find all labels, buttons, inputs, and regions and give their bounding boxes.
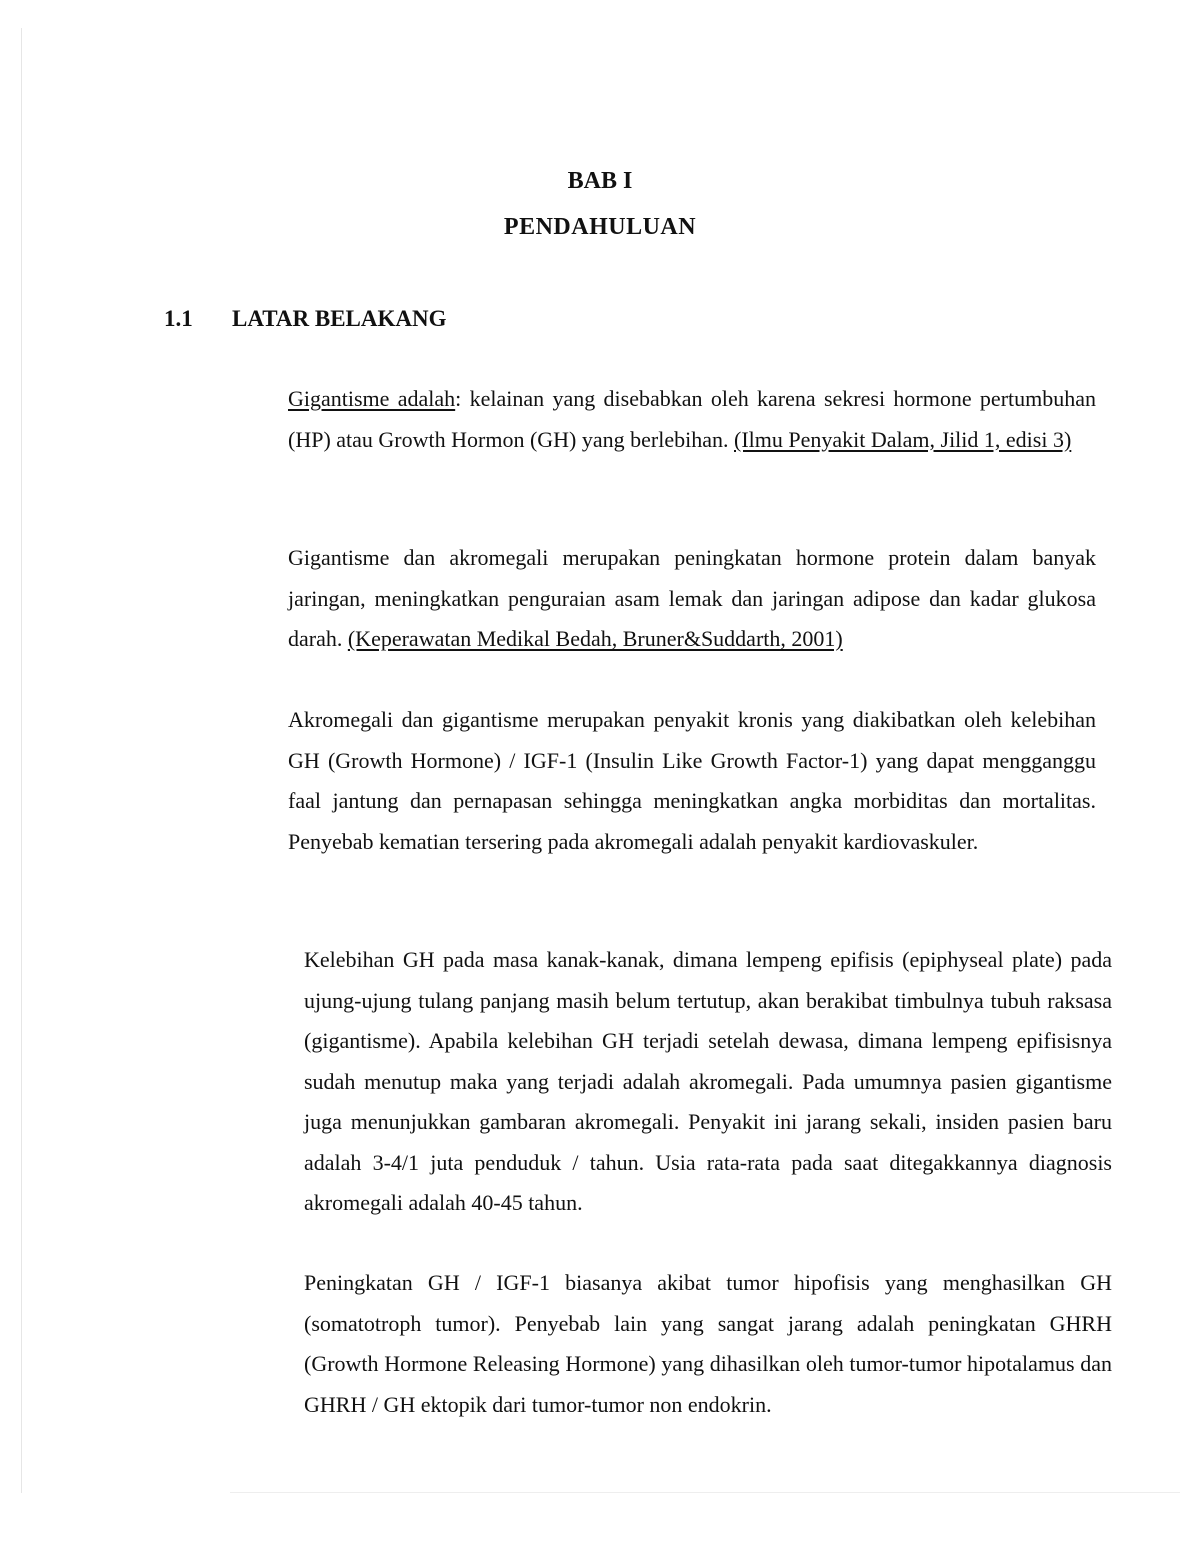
section-title: LATAR BELAKANG bbox=[232, 306, 447, 331]
chapter-label: BAB I bbox=[567, 168, 633, 194]
paragraph-text: : kelainan yang disebabkan oleh karena sekresi hormone pertumbuhan (HP) atau Growth Hormon (GH) yang berlebihan. bbox=[288, 386, 1097, 452]
citation: (Keperawatan Medikal Bedah, Bruner&Suddarth, 2001) bbox=[347, 626, 843, 651]
section-heading bbox=[164, 304, 664, 334]
citation: (Ilmu Penyakit Dalam, Jilid 1, edisi 3) bbox=[734, 426, 1072, 452]
page-edge-line bbox=[21, 28, 22, 1493]
page-bottom-line bbox=[230, 1492, 1180, 1493]
section-number: 1.1 bbox=[164, 306, 193, 331]
definition-term: Gigantisme adalah bbox=[288, 386, 456, 411]
paragraph-hormone bbox=[232, 538, 1096, 660]
paragraph-excess-gh: Kelebihan GH pada masa kanak-kanak, dimana lempeng epifisis (epiphyseal plate) pada ujung-ujung tulang panjang masih belum tertutup, akan berakibat timbulnya tubuh raksasa (gigantisme). Apabila kelebihan GH terjadi setelah dewasa, dimana lempeng epifisisnya sudah menutup maka yang terjadi adalah akromegali. Pada umumnya pasien gigantisme juga menunjukkan gambaran akromegali. Penyakit ini jarang sekali, insiden pasien baru adalah 3-4/1 juta penduduk / tahun. Usia rata-rata pada saat ditegakkannya diagnosis akromegali adalah 40-45 tahun. bbox=[304, 947, 1112, 1215]
chapter-title: PENDAHULUAN bbox=[503, 214, 697, 240]
paragraph-chronic: Akromegali dan gigantisme merupakan penyakit kronis yang diakibatkan oleh kelebihan GH (Growth Hormone) / IGF-1 (Insulin Like Growth Factor-1) yang dapat mengganggu faal jantung dan pernapasan sehingga meningkatkan angka morbiditas dan mortalitas. Penyebab kematian tersering pada akromegali adalah penyakit kardiovaskuler. bbox=[288, 707, 1096, 854]
paragraph-definition bbox=[232, 379, 1096, 460]
paragraph-causes: Peningkatan GH / IGF-1 biasanya akibat tumor hipofisis yang menghasilkan GH (somatotroph tumor). Penyebab lain yang sangat jarang adalah peningkatan GHRH (Growth Hormone Releasing Hormone) yang dihasilkan oleh tumor-tumor hipotalamus dan GHRH / GH ektopik dari tumor-tumor non endokrin. bbox=[304, 1270, 1112, 1417]
paragraph-text: Gigantisme dan akromegali merupakan peningkatan hormone protein dalam banyak jaringan, meningkatkan penguraian asam lemak dan jaringan adipose dan kadar glukosa darah. bbox=[288, 545, 1096, 651]
